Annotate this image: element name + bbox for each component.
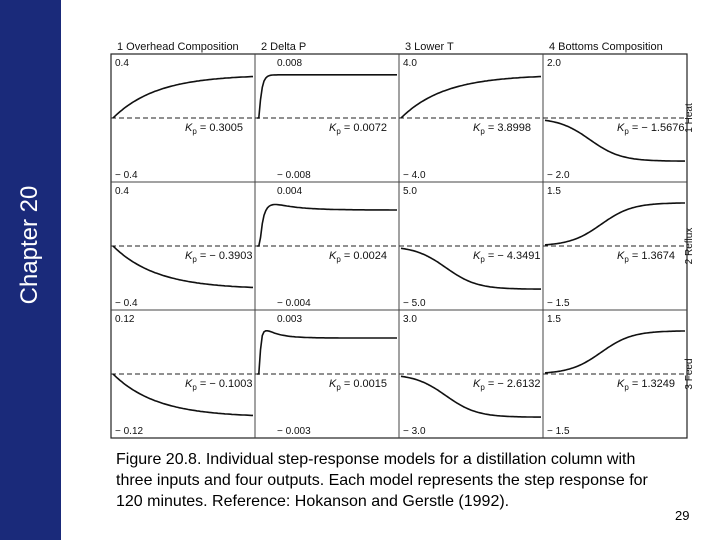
scale-top-label: 3.0 xyxy=(403,314,417,325)
scale-bottom-label: − 0.003 xyxy=(277,426,311,437)
gain-label: $K_p = 0.0024$ xyxy=(329,250,387,264)
scale-bottom-label: − 4.0 xyxy=(403,170,426,181)
response-curve xyxy=(257,205,397,247)
scale-top-label: 0.4 xyxy=(115,58,129,69)
scale-top-label: 1.5 xyxy=(547,314,561,325)
scale-top-label: 4.0 xyxy=(403,58,417,69)
gain-label: $K_p = 1.3249$ xyxy=(617,378,675,392)
response-curve xyxy=(257,331,397,374)
scale-bottom-label: − 0.4 xyxy=(115,170,138,181)
column-header: 4 Bottoms Composition xyxy=(549,41,663,53)
scale-bottom-label: − 3.0 xyxy=(403,426,426,437)
response-curve xyxy=(113,77,253,118)
gain-label: $K_p$ = − 4.3491 xyxy=(473,250,541,264)
scale-top-label: 0.004 xyxy=(277,186,303,197)
scale-bottom-label: − 2.0 xyxy=(547,170,570,181)
gain-label: $K_p = 1.3674$ xyxy=(617,250,675,264)
scale-bottom-label: − 1.5 xyxy=(547,426,570,437)
scale-top-label: 2.0 xyxy=(547,58,561,69)
scale-bottom-label: − 5.0 xyxy=(403,298,426,309)
scale-top-label: 5.0 xyxy=(403,186,417,197)
scale-bottom-label: − 1.5 xyxy=(547,298,570,309)
gain-label: $K_p = 0.3005$ xyxy=(185,122,243,136)
scale-bottom-label: − 0.004 xyxy=(277,298,311,309)
scale-top-label: 0.12 xyxy=(115,314,135,325)
gain-label: $K_p = 0.0015$ xyxy=(329,378,387,392)
gain-label: $K_p = 3.8998$ xyxy=(473,122,531,136)
gain-label: $K_p = 0.0072$ xyxy=(329,122,387,136)
response-curve xyxy=(545,331,685,373)
chapter-label: Chapter 20 xyxy=(16,185,43,305)
row-label: 3 Feed xyxy=(684,358,695,390)
scale-bottom-label: − 0.4 xyxy=(115,298,138,309)
row-label: 1 Heat xyxy=(684,103,695,133)
sidebar-band xyxy=(0,0,61,540)
step-response-figure xyxy=(105,38,695,440)
scale-top-label: 1.5 xyxy=(547,186,561,197)
scale-top-label: 0.003 xyxy=(277,314,303,325)
gain-label: $K_p$ = − 1.5676 xyxy=(617,122,685,136)
scale-bottom-label: − 0.008 xyxy=(277,170,311,181)
row-label: 2 Reflux xyxy=(684,227,695,265)
column-header: 3 Lower T xyxy=(405,41,454,53)
column-header: 2 Delta P xyxy=(261,41,307,53)
step-response-grid xyxy=(105,38,695,440)
scale-bottom-label: − 0.12 xyxy=(115,426,144,437)
response-curve xyxy=(257,75,397,118)
page-number: 29 xyxy=(675,508,690,523)
response-curve xyxy=(545,203,685,245)
scale-top-label: 0.4 xyxy=(115,186,129,197)
response-curve xyxy=(401,77,541,118)
column-header: 1 Overhead Composition xyxy=(117,41,239,53)
gain-label: $K_p$ = − 0.1003 xyxy=(185,378,253,392)
gain-label: $K_p$ = − 2.6132 xyxy=(473,378,541,392)
scale-top-label: 0.008 xyxy=(277,58,303,69)
gain-label: $K_p$ = − 0.3903 xyxy=(185,250,253,264)
figure-caption: Figure 20.8. Individual step-response models for a distillation column with three inputs and four outputs. Each model represents the step response for 120 minutes. Reference: Hokanson and Gerstle (1992). xyxy=(116,451,648,510)
